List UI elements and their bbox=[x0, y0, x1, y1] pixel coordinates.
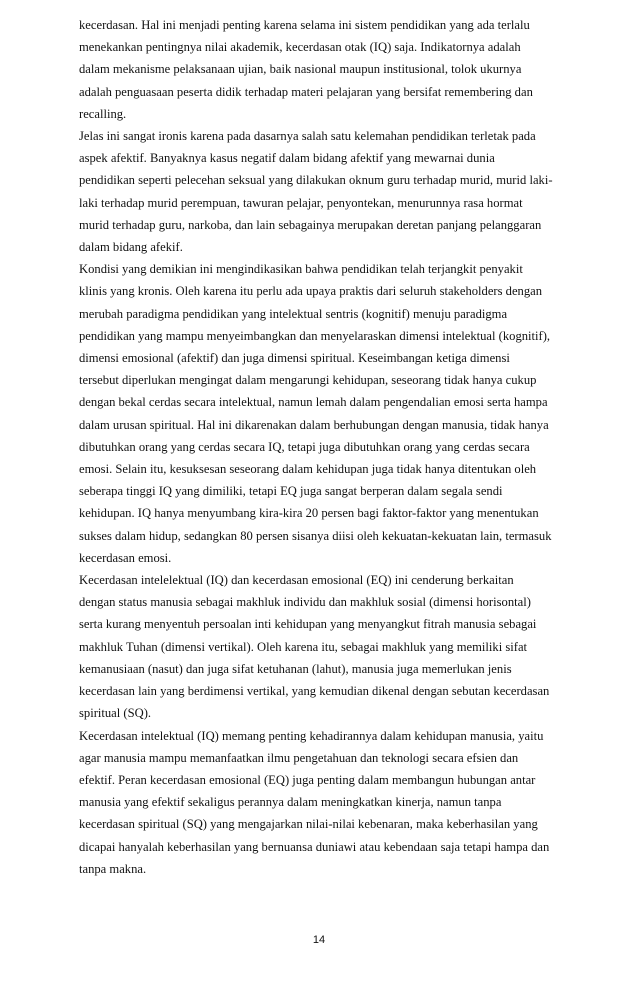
text-line: manusia yang efektif sekaligus perannya dalam meningkatkan kinerja, namun tanpa bbox=[79, 795, 502, 810]
paragraph-1 bbox=[79, 14, 568, 125]
text-line: serta kurang menyentuh persoalan inti kehidupan yang menyangkut fitrah manusia sebagai bbox=[79, 617, 537, 632]
text-line: merubah paradigma pendidikan yang intelektual sentris (kognitif) menuju paradigma bbox=[79, 306, 508, 321]
text-line: Kecerdasan intelelektual (IQ) dan kecerdasan emosional (EQ) ini cenderung berkaitan bbox=[79, 573, 514, 588]
text-line: dimensi emosional (afektif) dan juga dimensi spiritual. Keseimbangan ketiga dimensi bbox=[79, 351, 510, 366]
text-line: emosi. Selain itu, kesuksesan seseorang dalam kehidupan juga tidak hanya ditentukan oleh bbox=[79, 462, 537, 477]
text-line: dengan bekal cerdas secara intelektual, namun lemah dalam pengendalian emosi serta hampa bbox=[79, 395, 548, 410]
text-line: recalling. bbox=[79, 106, 127, 121]
text-line: Kecerdasan intelektual (IQ) memang penting kehadirannya dalam kehidupan manusia, yaitu bbox=[79, 728, 544, 743]
text-line: pendidikan yang mampu menyeimbangkan dan menyelaraskan dimensi intelektual (kognitif), bbox=[79, 328, 551, 343]
paragraph-2 bbox=[79, 125, 568, 258]
text-line: klinis yang kronis. Oleh karena itu perlu ada upaya praktis dari seluruh stakeholders dengan bbox=[79, 284, 543, 299]
text-line: kecerdasan spiritual (SQ) yang mengajarkan nilai-nilai kebenaran, maka keberhasilan yang bbox=[79, 817, 538, 832]
text-line: agar manusia mampu memanfaatkan ilmu pengetahuan dan teknologi secara efsien dan bbox=[79, 750, 519, 765]
text-line: dalam bidang afekif. bbox=[79, 240, 183, 255]
text-line: dicapai hanyalah keberhasilan yang bernuansa duniawi atau kebendaan saja tetapi hampa dan bbox=[79, 839, 550, 854]
text-line: seberapa tinggi IQ yang dimiliki, tetapi EQ juga sangat berperan dalam segala sendi bbox=[79, 484, 503, 499]
text-line: laki terhadap murid perempuan, tawuran pelajar, penyontekan, menurunnya rasa hormat bbox=[79, 195, 523, 210]
document-body bbox=[79, 14, 568, 880]
text-line: kemanusiaan (nasut) dan juga sifat ketuhanan (lahut), manusia juga memerlukan jenis bbox=[79, 661, 512, 676]
paragraph-4 bbox=[79, 569, 568, 724]
text-line: Kondisi yang demikian ini mengindikasikan bahwa pendidikan telah terjangkit penyakit bbox=[79, 262, 523, 277]
text-line: kecerdasan lain yang berdimensi vertikal, yang kemudian dikenal dengan sebutan kecerdasan bbox=[79, 684, 550, 699]
paragraph-3 bbox=[79, 258, 568, 569]
text-line: dalam mekanisme pelaksanaan ujian, baik nasional maupun institusional, tolok ukurnya bbox=[79, 62, 522, 77]
text-line: kehidupan. IQ hanya menyumbang kira-kira 20 persen bagi faktor-faktor yang menentukan bbox=[79, 506, 539, 521]
text-line: Jelas ini sangat ironis karena pada dasarnya salah satu kelemahan pendidikan terletak pada bbox=[79, 129, 536, 144]
text-line: aspek afektif. Banyaknya kasus negatif dalam bidang afektif yang mewarnai dunia bbox=[79, 151, 495, 166]
page-number: 14 bbox=[312, 934, 326, 946]
paragraph-5 bbox=[79, 725, 568, 880]
text-line: kecerdasan emosi. bbox=[79, 550, 172, 565]
text-line: kecerdasan. Hal ini menjadi penting karena selama ini sistem pendidikan yang ada terlalu bbox=[79, 18, 530, 32]
text-line: adalah penguasaan peserta didik terhadap materi pelajaran yang bersifat remembering dan bbox=[79, 84, 533, 99]
text-line: tanpa makna. bbox=[79, 861, 147, 876]
text-line: dengan status manusia sebagai makhluk individu dan makhluk sosial (dimensi horisontal) bbox=[79, 595, 531, 610]
text-line: dalam urusan spiritual. Hal ini dikarenakan dalam berhubungan dengan manusia, tidak hanya bbox=[79, 417, 549, 432]
text-line: menekankan pentingnya nilai akademik, kecerdasan otak (IQ) saja. Indikatornya adalah bbox=[79, 40, 521, 55]
text-line: dibutuhkan orang yang cerdas secara IQ, tetapi juga dibutuhkan orang yang cerdas secara bbox=[79, 439, 530, 454]
text-line: murid terhadap guru, narkoba, dan lain sebagainya merupakan deretan panjang pelanggaran bbox=[79, 217, 542, 232]
text-line: tersebut diperlukan mengingat dalam mengarungi kehidupan, seseorang tidak hanya cukup bbox=[79, 373, 537, 388]
text-line: makhluk Tuhan (dimensi vertikal). Oleh karena itu, sebagai makhluk yang memiliki sifat bbox=[79, 639, 528, 654]
text-line: efektif. Peran kecerdasan emosional (EQ) juga penting dalam membangun hubungan antar bbox=[79, 772, 536, 787]
text-line: spiritual (SQ). bbox=[79, 706, 152, 721]
text-line: sukses dalam hidup, sedangkan 80 persen sisanya diisi oleh kekuatan-kekuatan lain, termasuk bbox=[79, 528, 552, 543]
text-line: pendidikan seperti pelecehan seksual yang dilakukan oknum guru terhadap murid, murid laki- bbox=[79, 173, 553, 188]
